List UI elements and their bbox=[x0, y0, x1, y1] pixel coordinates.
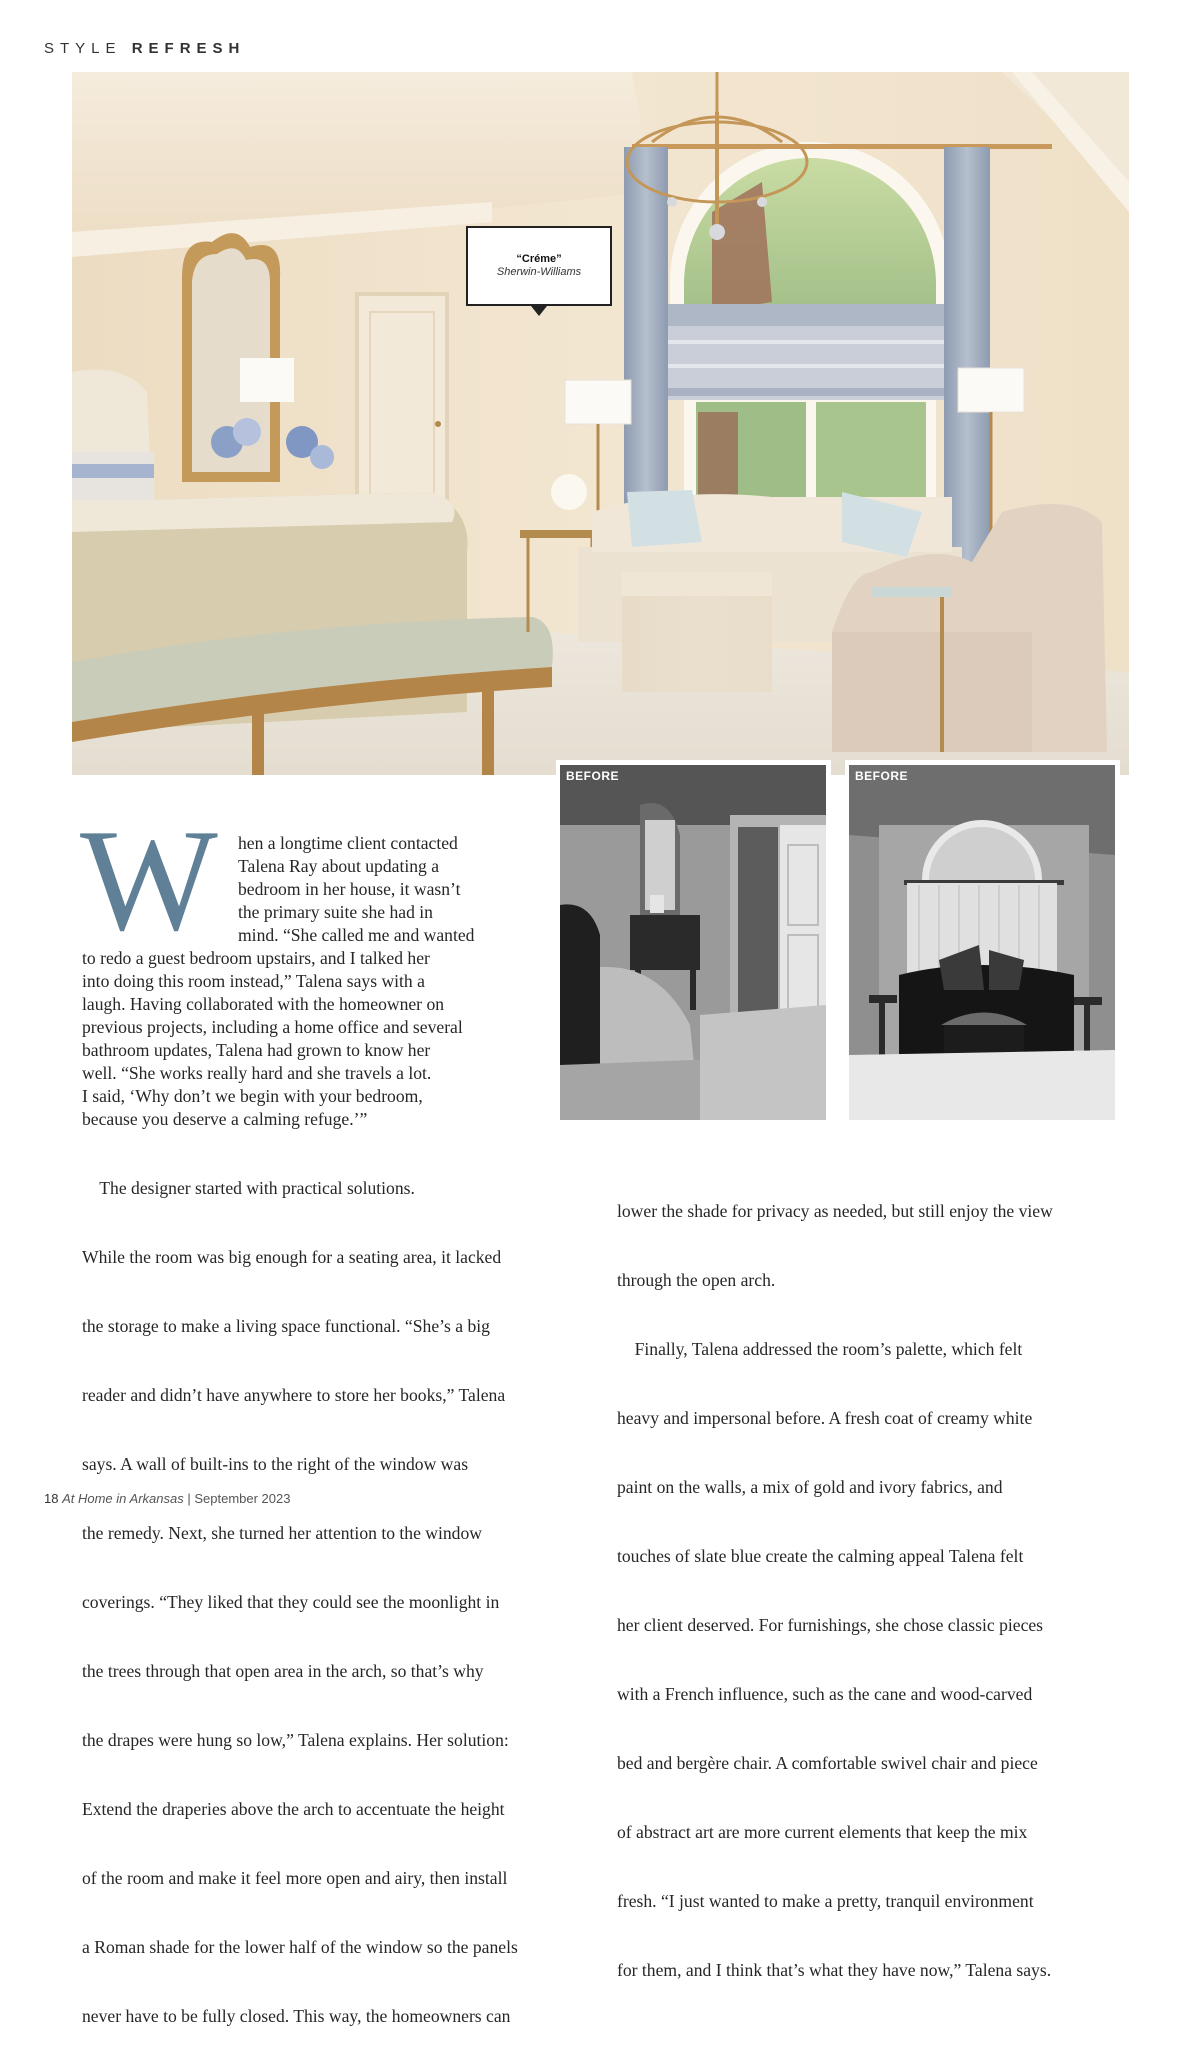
article-line: mind. “She called me and wanted bbox=[238, 925, 475, 945]
article-line: The designer started with practical solutions. bbox=[82, 1178, 415, 1198]
article-line: into doing this room instead,” Talena says with a bbox=[82, 971, 425, 991]
article-line: the drapes were hung so low,” Talena explains. Her solution: bbox=[82, 1730, 509, 1750]
page-footer bbox=[44, 1491, 290, 1506]
page-number: 18 bbox=[44, 1491, 59, 1506]
before-label-2: BEFORE bbox=[855, 769, 909, 783]
article-line: with a French influence, such as the cane and wood-carved bbox=[617, 1684, 1033, 1704]
article-line: heavy and impersonal before. A fresh coat of creamy white bbox=[617, 1408, 1033, 1428]
article-intro-indented bbox=[238, 832, 548, 947]
hero-bedroom-photo bbox=[72, 72, 1129, 775]
article-line: lower the shade for privacy as needed, but still enjoy the view bbox=[617, 1201, 1053, 1221]
hero-illustration bbox=[72, 72, 1129, 775]
article-line: because you deserve a calming refuge.’” bbox=[82, 1109, 368, 1129]
before-label-1: BEFORE bbox=[566, 769, 620, 783]
article-line: of the room and make it feel more open and airy, then install bbox=[82, 1868, 508, 1888]
article-line: fresh. “I just wanted to make a pretty, tranquil environment bbox=[617, 1891, 1034, 1911]
publication-name: At Home in Arkansas bbox=[62, 1491, 184, 1506]
article-column-1-bottom bbox=[82, 1131, 602, 2051]
before-photo-2-frame bbox=[845, 760, 1120, 1125]
article-line: Finally, Talena addressed the room’s palette, which felt bbox=[617, 1339, 1023, 1359]
paint-color-callout bbox=[466, 226, 612, 306]
article-line: through the open arch. bbox=[617, 1270, 776, 1290]
before-photo-2 bbox=[849, 765, 1115, 1120]
article-column-2 bbox=[617, 1154, 1157, 2005]
article-line: the trees through that open area in the arch, so that’s why bbox=[82, 1661, 484, 1681]
article-line: While the room was big enough for a seating area, it lacked bbox=[82, 1247, 502, 1267]
footer-separator: | bbox=[187, 1491, 191, 1506]
article-line: previous projects, including a home office and several bbox=[82, 1017, 463, 1037]
article-line: for them, and I think that’s what they have now,” Talena says. bbox=[617, 1960, 1052, 1980]
article-line: the remedy. Next, she turned her attention to the window bbox=[82, 1523, 482, 1543]
article-line: well. “She works really hard and she travels a lot. bbox=[82, 1063, 432, 1083]
article-line: reader and didn’t have anywhere to store her books,” Talena bbox=[82, 1385, 506, 1405]
article-line: a Roman shade for the lower half of the window so the panels bbox=[82, 1937, 518, 1957]
article-line: coverings. “They liked that they could see the moonlight in bbox=[82, 1592, 500, 1612]
article-line: says. A wall of built-ins to the right of the window was bbox=[82, 1454, 469, 1474]
article-line: hen a longtime client contacted bbox=[238, 833, 458, 853]
issue-date: September 2023 bbox=[194, 1491, 291, 1506]
article-line: bed and bergère chair. A comfortable swivel chair and piece bbox=[617, 1753, 1038, 1773]
article-line: of abstract art are more current elements that keep the mix bbox=[617, 1822, 1028, 1842]
article-line: I said, ‘Why don’t we begin with your bedroom, bbox=[82, 1086, 423, 1106]
section-label bbox=[44, 40, 245, 57]
paint-color-name: “Créme” bbox=[516, 253, 562, 265]
article-line: her client deserved. For furnishings, she chose classic pieces bbox=[617, 1615, 1044, 1635]
before-photo-2-illustration bbox=[849, 765, 1115, 1120]
article-line: paint on the walls, a mix of gold and ivory fabrics, and bbox=[617, 1477, 1003, 1497]
paint-brand-name: Sherwin-Williams bbox=[496, 266, 582, 278]
article-line: bathroom updates, Talena had grown to know her bbox=[82, 1040, 431, 1060]
article-line: never have to be fully closed. This way, the homeowners can bbox=[82, 2006, 511, 2026]
before-photo-1-illustration bbox=[560, 765, 826, 1120]
section-label-refresh: REFRESH bbox=[131, 40, 246, 57]
article-line: touches of slate blue create the calming appeal Talena felt bbox=[617, 1546, 1024, 1566]
article-line: bedroom in her house, it wasn’t bbox=[238, 879, 461, 899]
before-photo-1-frame bbox=[556, 760, 831, 1125]
section-label-style: STYLE bbox=[44, 40, 122, 57]
before-photo-1 bbox=[560, 765, 826, 1120]
article-line: the primary suite she had in bbox=[238, 902, 433, 922]
article-line: the storage to make a living space functional. “She’s a big bbox=[82, 1316, 490, 1336]
dropcap-letter: W bbox=[80, 799, 218, 961]
article-line: to redo a guest bedroom upstairs, and I talked her bbox=[82, 948, 430, 968]
article-column-1-top bbox=[82, 947, 552, 1131]
article-line: Extend the draperies above the arch to accentuate the height bbox=[82, 1799, 505, 1819]
article-line: laugh. Having collaborated with the homeowner on bbox=[82, 994, 445, 1014]
article-line: Talena Ray about updating a bbox=[238, 856, 440, 876]
